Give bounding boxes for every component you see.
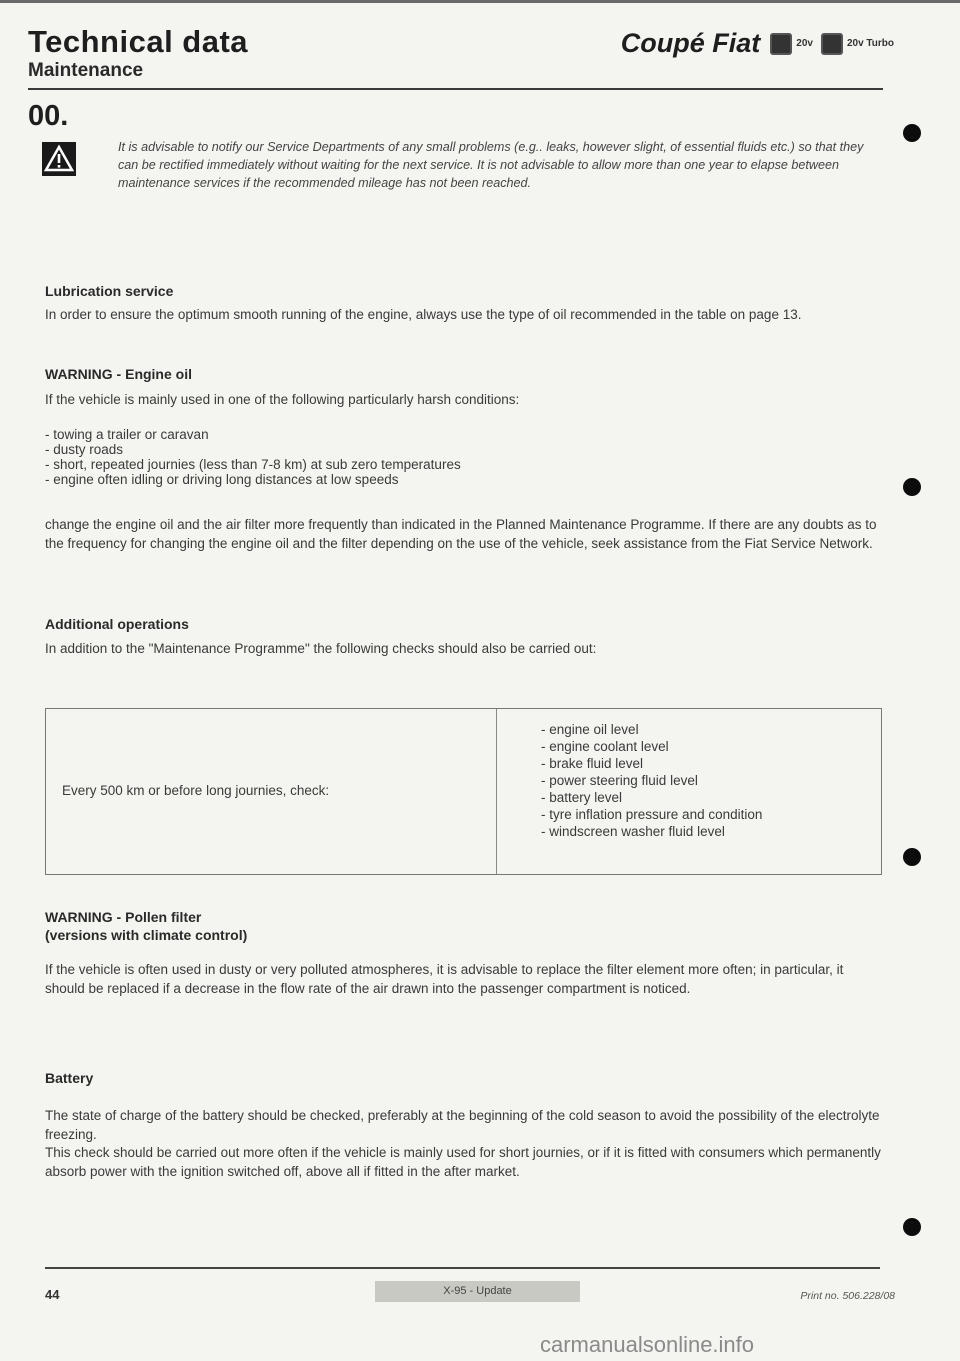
- engine-oil-advice: change the engine oil and the air filter more frequently than indicated in the Planned Maintenance Programme. If there are any doubts as to the frequency for changing the engine oil and the filter depending on the use of the vehicle, seek assistance from the Fiat Service Network.: [45, 517, 877, 551]
- list-item: - towing a trailer or caravan: [45, 427, 209, 442]
- watermark: carmanualsonline.info: [540, 1332, 755, 1357]
- additional-operations-intro: In addition to the "Maintenance Programme" the following checks should also be carried out:: [45, 641, 597, 656]
- warning-note: It is advisable to notify our Service Departments of any small problems (e.g.. leaks, however slight, of essential fluids etc.) so that they can be rectified immediately without waiting for the next service. It is not advisable to allow more than one year to elapse between maintenance services if the recommended mileage has not been reached.: [118, 140, 864, 190]
- pollen-filter-text: If the vehicle is often used in dusty or very polluted atmospheres, it is advisable to replace the filter element more often; in particular, it should be replaced if a decrease in the flow rate of the air drawn into the passenger compartment is noticed.: [45, 962, 844, 996]
- print-number: Print no. 506.228/08: [800, 1290, 895, 1302]
- list-item: - engine often idling or driving long distances at low speeds: [45, 472, 399, 487]
- variant-label: 20v Turbo: [846, 38, 894, 49]
- checks-list: [541, 721, 881, 840]
- footer-rule: [45, 1267, 880, 1269]
- table-cell-checks: [497, 709, 881, 874]
- variant-label: 20v: [796, 38, 813, 49]
- pollen-filter-subheading: (versions with climate control): [45, 927, 248, 943]
- additional-operations-heading: Additional operations: [45, 616, 189, 632]
- section-number: 00.: [28, 100, 69, 132]
- model-header: [621, 28, 898, 59]
- lubrication-heading: Lubrication service: [45, 283, 174, 299]
- warning-triangle-icon: [42, 142, 76, 176]
- header-rule: [28, 88, 883, 90]
- list-item: - battery level: [541, 790, 623, 805]
- interval-text: Every 500 km or before long journies, check:: [62, 783, 330, 798]
- list-item: - short, repeated journies (less than 7-8 km) at sub zero temperatures: [45, 457, 461, 472]
- list-item: - windscreen washer fluid level: [541, 824, 725, 839]
- list-item: - power steering fluid level: [541, 773, 698, 788]
- list-item: - engine oil level: [541, 722, 639, 737]
- page-number: 44: [45, 1287, 60, 1302]
- engine-oil-warning-intro: If the vehicle is mainly used in one of the following particularly harsh conditions:: [45, 392, 520, 407]
- top-border: [0, 0, 960, 3]
- engine-badge-icon: [821, 33, 843, 55]
- harsh-conditions-list: [45, 427, 461, 487]
- binder-hole-icon: [903, 478, 921, 496]
- document-title: Technical data: [28, 24, 249, 59]
- engine-oil-warning-heading: WARNING - Engine oil: [45, 366, 192, 382]
- document-subtitle: Maintenance: [28, 60, 144, 81]
- engine-badge-icon: [770, 33, 792, 55]
- checks-table: [45, 708, 882, 875]
- table-cell-interval: [46, 709, 497, 874]
- battery-heading: Battery: [45, 1070, 94, 1086]
- model-name: Coupé Fiat: [620, 28, 761, 58]
- battery-text-1: The state of charge of the battery should be checked, preferably at the beginning of the cold season to avoid the possibility of the electrolyte freezing.: [45, 1108, 880, 1142]
- list-item: - dusty roads: [45, 442, 124, 457]
- update-label: X-95 - Update: [375, 1281, 580, 1302]
- lubrication-text: In order to ensure the optimum smooth running of the engine, always use the type of oil recommended in the table on page 13.: [45, 307, 802, 322]
- list-item: - tyre inflation pressure and condition: [541, 807, 763, 822]
- list-item: - brake fluid level: [541, 756, 644, 771]
- binder-hole-icon: [903, 1218, 921, 1236]
- list-item: - engine coolant level: [541, 739, 669, 754]
- binder-hole-icon: [903, 848, 921, 866]
- binder-hole-icon: [903, 124, 921, 142]
- pollen-filter-heading: WARNING - Pollen filter: [45, 909, 202, 925]
- battery-text-2: This check should be carried out more often if the vehicle is mainly used for short journies, or if it is fitted with consumers which permanently absorb power with the ignition switched off, above all if fitted in the after market.: [45, 1145, 881, 1179]
